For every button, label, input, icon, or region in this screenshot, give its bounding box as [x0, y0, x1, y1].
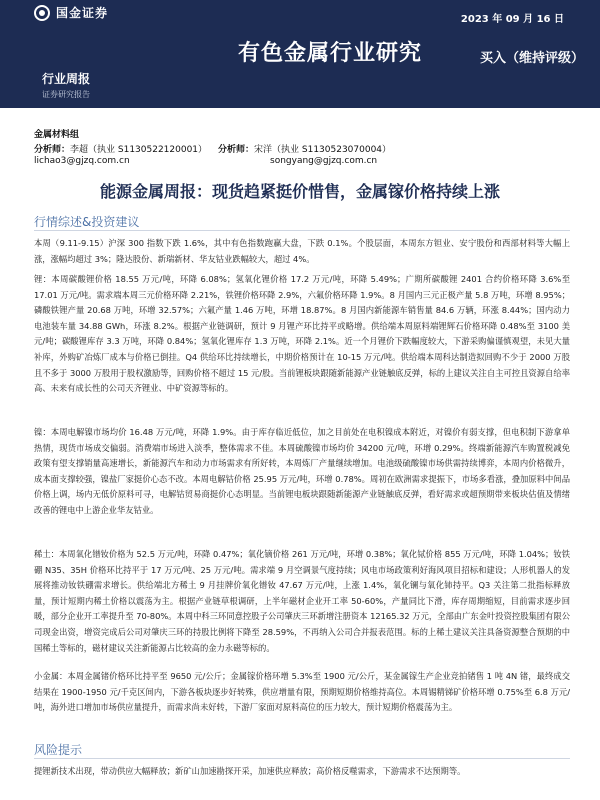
logo-text: 国金证券: [56, 6, 109, 20]
main-title: 能源金属周报：现货趋紧挺价惜售，金属镓价格持续上涨: [99, 182, 500, 201]
analyst-name: 李超（执业 S1130522120001）: [70, 145, 208, 155]
analyst-label: 分析师：: [34, 145, 71, 155]
analyst-2-email[interactable]: songyang@gjzq.com.cn: [270, 156, 378, 166]
paragraph-risk: 提锂新技术出现，带动供应大幅释放；新矿山加速勘探开采，加速供应释放；高价格反噬需求，下游需求不达预期等。: [34, 766, 466, 776]
analyst-1-email[interactable]: lichao3@gjzq.com.cn: [34, 156, 130, 166]
company-logo: [34, 4, 108, 21]
report-type: 行业周报: [42, 72, 91, 86]
logo-mark-icon: [34, 5, 50, 21]
section-title-summary: 行情综述&投资建议: [34, 215, 140, 229]
report-subtitle: 证券研究报告: [42, 90, 90, 99]
analyst-1: [34, 142, 207, 155]
section-divider: [34, 758, 570, 759]
paragraph-nickel-cobalt: 镍：本周电解镍市场均价 16.48 万元/吨，环降 1.9%。由于库存临近低位，加之目前处在电积镍成本附近，对镍价有弱支撑，但电积制下游拿单热情，现货市场成交偏弱。消费端市场进入淡季，整体需求不佳。本周硫酸镍市场均价 34200 元/吨，环增 0.29%。终端新能源汽车购置税减免政策有望支撑销量高速增长，新能源汽车和动力市场需求有所好转，本周炼厂产量继续增加。电池级硫酸镍市场供需持续博弈，本周内价格微升，成本面支撑较强，镍盐厂家挺价心态不改。本周电解钴价格 25.95 万元/吨，环增 0.78%。周初在欧洲需求提振下，市场多看涨，叠加原料中间品价格上调，场内无低价原料可寻，电解钴贸易商挺价心态明显。当前锂电板块跟随新能源产业链触底反弹，看好需求或超预期带来板块估值及情绪改善的锂电中上游企业华友钴业。: [34, 427, 570, 515]
section-divider: [34, 230, 570, 231]
paragraph-minor-metals: 小金属：本周金属锗价格环比持平至 9650 元/公斤；金属镓价格环增 5.3%至 1900 元/公斤，某金属镓生产企业竞拍锗售 1 吨 4N 锗，最终成交结果在 1900-1950 元/千克区间内，下游各板块逐步好转殊，供应增量有限，预期短期价格维持高位。本周锡精锑矿价格环增 0.75%至 6.8 万元/吨，海外进口增加市场供应量提升，而需求尚未好转，下游厂家面对原料高位的压力较大，预计短期价格震荡为主。: [34, 671, 570, 713]
report-header: [0, 0, 600, 108]
industry-title: 有色金属行业研究: [238, 41, 423, 66]
analyst-2: [218, 142, 391, 155]
paragraph-market: 本周（9.11-9.15）沪深 300 指数下跌 1.6%，其中有色指数跑赢大盘，下跌 0.1%。个股层面，本周东方钽业、安宁股份和西部材料等大幅上涨，涨幅均超过 3%；隆达股份、新瑞新材、华友钴业跌幅较大，超过 4%。: [34, 238, 570, 264]
section-title-risk: 风险提示: [34, 743, 83, 757]
paragraph-lithium: 锂：本周碳酸锂价格 18.55 万元/吨，环降 6.08%；氢氧化锂价格 17.2 万元/吨，环降 5.49%；广期所碳酸锂 2401 合约价格环降 3.6%至 17.01 万元/吨。需求端本周三元价格环降 2.21%，铁锂价格环降 2.9%，六氟价格环降 1.9%。8 月国内三元正极产量 5.8 万吨，环增 8.95%；磷酸铁锂产量 20.68 万吨，环增 32.57%；六氟产量 1.46 万吨，环增 18.87%。8 月国内新能源车销售量 84.6 万辆，环涨 8.44%；国内动力电池装车量 34.88 GWh，环涨 8.2%。根据产业链调研，预计 9 月锂产环比持平或略增。供给端本周原料端锂辉石价格环降 0.48%至 3100 美元/吨；碳酸锂库存 3.3 万吨，环降 0.84%；氢氧化锂库存 1.3 万吨，环降 2.1%。近一个月锂价下跌幅度较大，下游采购偏谨慎观望，未见大量补库，外购矿冶炼厂成本与价格已倒挂。Q4 供给环比持续增长，中期价格预计在 10-15 万元/吨。供给端本周科达制造拟回购不少于 2000 万股且不多于 3000 万股用于股权激励等，回购价格不超过 15 元/股。当前锂板块跟随新能源产业链触底反弹，标的上建议关注自主可控且资源自给率高、未来有成长性的公司天齐锂业、中矿资源等标的。: [34, 274, 570, 394]
analyst-name: 宋洋（执业 S1130523070004）: [254, 145, 392, 155]
paragraph-rare-earth: 稀土：本周氧化镨钕价格为 52.5 万元/吨，环降 0.47%；氧化镝价格 261 万元/吨，环增 0.38%；氧化铽价格 855 万元/吨，环降 1.04%；钕铁硼 N35、35H 价格环比持平于 17 万元/吨、25 万元/吨。需求端 9 月空调景气度持续；风电市场政策利好海风项目招标和建设；人形机器人的发展将推动钕铁硼需求增长。供给端北方稀土 9 月挂牌价氧化镨钕 47.67 万元/吨，上涨 1.4%，氧化镧与氧化铈持平。Q3 关注第二批指标释放量，预计短期内稀土价格以震荡为主。根据产业链草根调研，上半年磁材企业开工率 50-60%，产量同比下滑，库存周期缩短，目前需求逐步回暖，部分企业开工率提升至 70-80%。本周中科三环同意控股子公司肇庆三环新增注册资本 12165.32 万元，全部由广东金叶投资控股集团有限公司现金出资，增资完成后公司对肇庆三环的持股比例将下降至 28.59%，不再纳入公司合并报表范围。标的上稀土建议关注具备资源整合预期的中国稀土等标的，磁材建议关注新能源占比较高的金力永磁等标的。: [34, 549, 570, 653]
sector-label: 金属材料组: [34, 130, 80, 140]
report-date: 2023 年 09 月 16 日: [460, 14, 564, 25]
rating-badge: 买入（维持评级）: [480, 51, 585, 66]
analyst-label: 分析师：: [218, 145, 255, 155]
